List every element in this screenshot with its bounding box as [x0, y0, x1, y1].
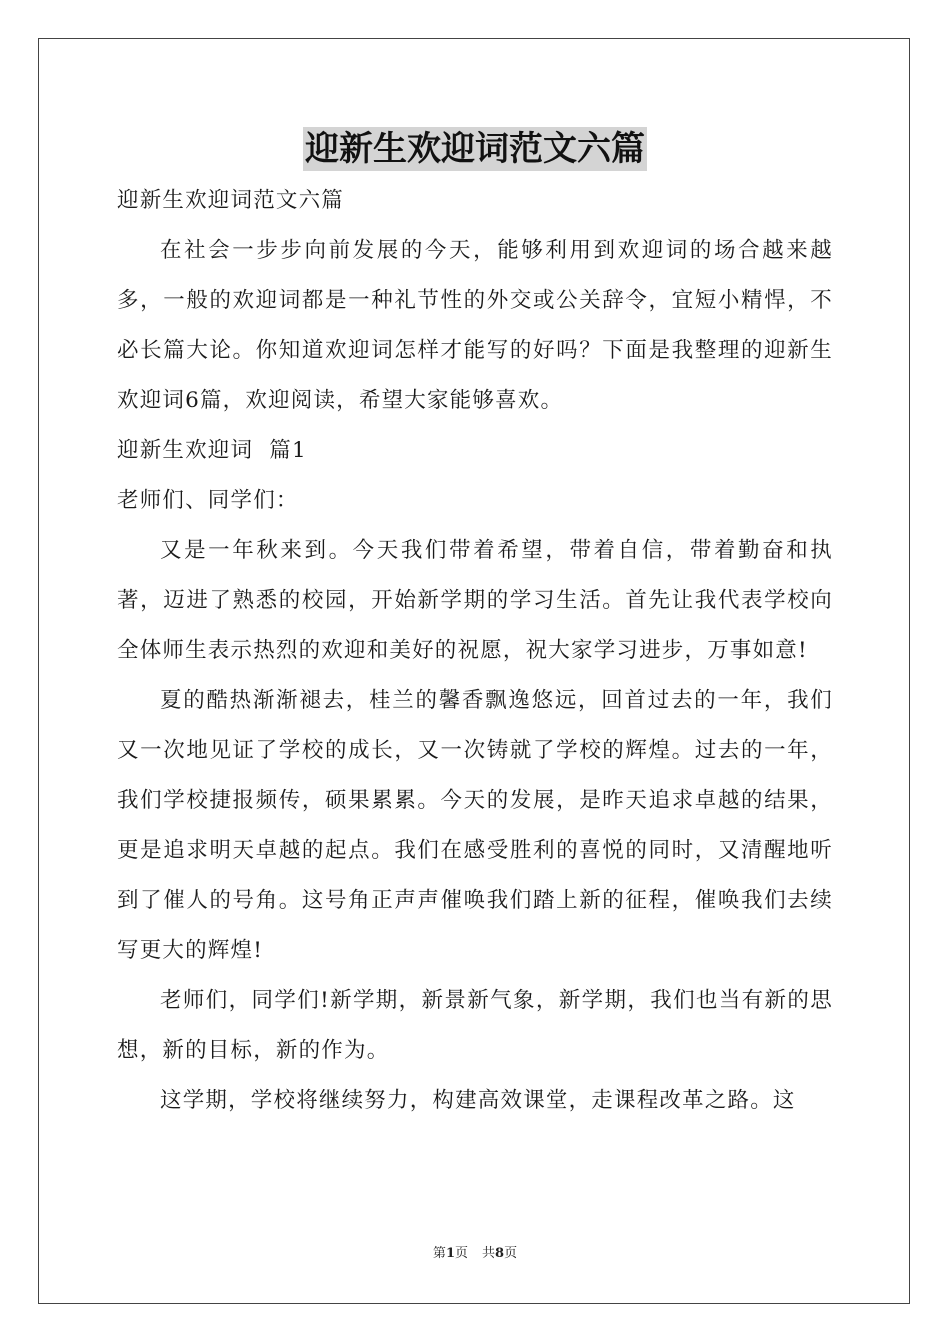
section-heading: 迎新生欢迎词 篇1 — [117, 438, 307, 463]
body-paragraph: 老师们，同学们!新学期，新景新气象，新学期，我们也当有新的思想，新的目标，新的作为。 — [117, 988, 833, 1063]
document-title: 迎新生欢迎词范文六篇 — [305, 129, 645, 169]
page-prefix: 第 — [432, 1246, 446, 1261]
total-pages: 8 — [495, 1246, 505, 1261]
page-suffix: 页 — [454, 1246, 468, 1261]
total-suffix: 页 — [504, 1246, 518, 1261]
body-paragraph: 这学期，学校将继续努力，构建高效课堂，走课程改革之路。这 — [160, 1088, 796, 1113]
total-prefix: 共 — [482, 1246, 496, 1261]
title-container — [0, 127, 950, 171]
document-body — [117, 176, 833, 1126]
body-paragraph: 夏的酷热渐渐褪去，桂兰的馨香飘逸悠远，回首过去的一年，我们又一次地见证了学校的成长，又一次铸就了学校的辉煌。过去的一年，我们学校捷报频传，硕果累累。今天的发展，是昨天追求卓越的结果，更是追求明天卓越的起点。我们在感受胜利的喜悦的同时，又清醒地听到了催人的号角。这号角正声声催唤我们踏上新的征程，催唤我们去续写更大的辉煌! — [117, 688, 833, 963]
body-paragraph: 又是一年秋来到。今天我们带着希望，带着自信，带着勤奋和执著，迈进了熟悉的校园，开始新学期的学习生活。首先让我代表学校向全体师生表示热烈的欢迎和美好的祝愿，祝大家学习进步，万事如意! — [117, 538, 833, 663]
page-number: 1 — [445, 1246, 455, 1261]
page-footer — [0, 1242, 950, 1261]
salutation: 老师们、同学们： — [117, 488, 299, 513]
intro-paragraph: 在社会一步步向前发展的今天，能够利用到欢迎词的场合越来越多，一般的欢迎词都是一种礼节性的外交或公关辞令，宜短小精悍，不必长篇大论。你知道欢迎词怎样才能写的好吗？下面是我整理的迎新生欢迎词6篇，欢迎阅读，希望大家能够喜欢。 — [117, 238, 833, 413]
subtitle: 迎新生欢迎词范文六篇 — [117, 188, 345, 213]
